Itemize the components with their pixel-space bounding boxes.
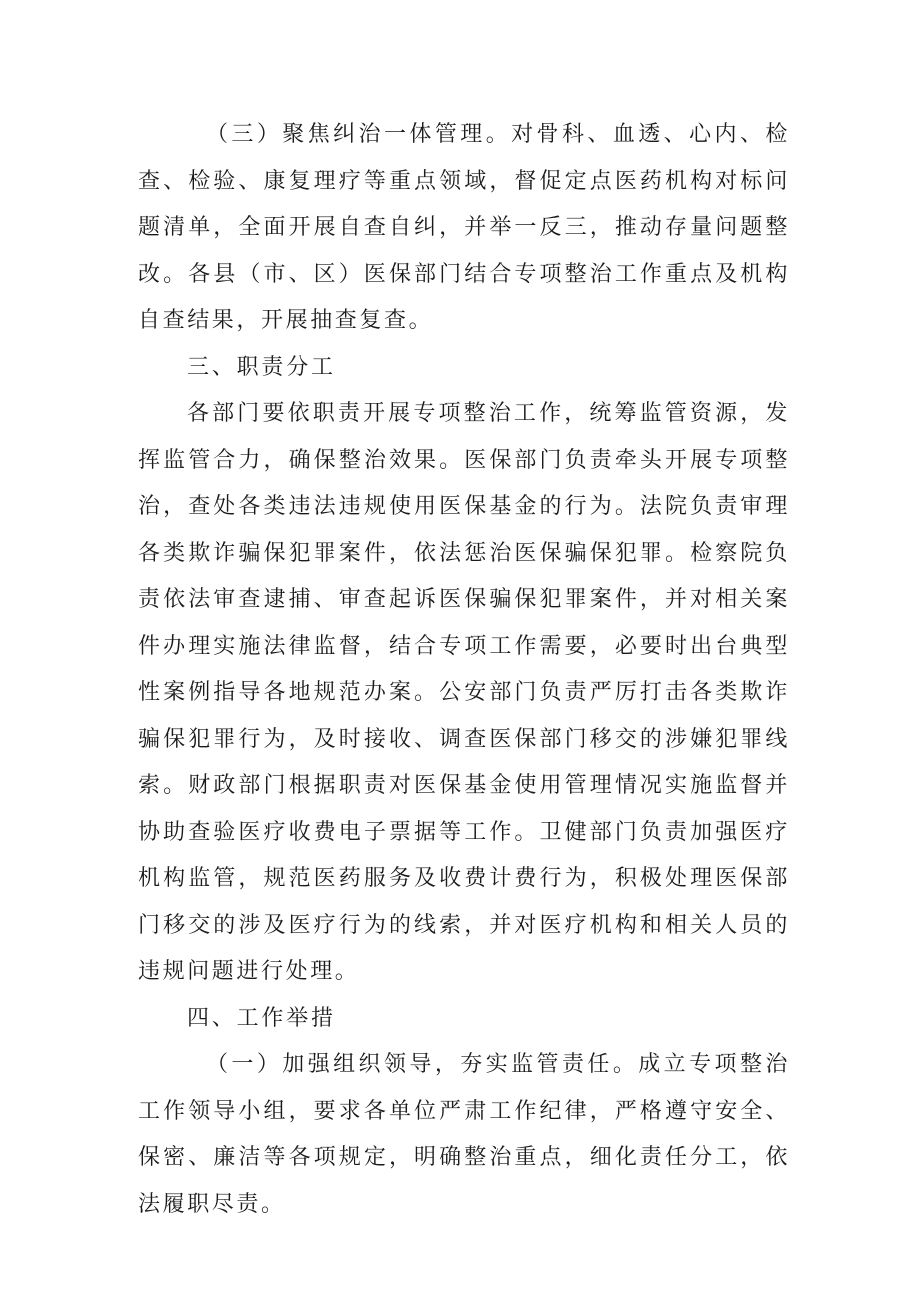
- paragraph-responsibilities: 各部门要依职责开展专项整治工作，统筹监管资源，发挥监管合力，确保整治效果。医保部门负责牵头开展专项整治，查处各类违法违规使用医保基金的行为。法院负责审理各类欺诈骗保犯罪案件，依法惩治医保骗保犯罪。检察院负责依法审查逮捕、审查起诉医保骗保犯罪案件，并对相关案件办理实施法律监督，结合专项工作需要，必要时出台典型性案例指导各地规范办案。公安部门负责严厉打击各类欺诈骗保犯罪行为，及时接收、调查医保部门移交的涉嫌犯罪线索。财政部门根据职责对医保基金使用管理情况实施监督并协助查验医疗收费电子票据等工作。卫健部门负责加强医疗机构监管，规范医药服务及收费计费行为，积极处理医保部门移交的涉及医疗行为的线索，并对医疗机构和相关人员的违规问题进行处理。: [138, 401, 790, 984]
- section-heading-responsibilities: 三、职责分工: [187, 354, 336, 380]
- paragraph-organization-leadership: （一）加强组织领导，夯实监管责任。成立专项整治工作领导小组，要求各单位严肃工作纪律，严格遵守安全、保密、廉洁等各项规定，明确整治重点，细化责任分工，依法履职尽责。: [138, 1052, 790, 1217]
- section-heading-measures: 四、工作举措: [187, 1005, 336, 1031]
- paragraph-focus-rectification: （三）聚焦纠治一体管理。对骨科、血透、心内、检查、检验、康复理疗等重点领域，督促定点医药机构对标问题清单，全面开展自查自纠，并举一反三，推动存量问题整改。各县（市、区）医保部门结合专项整治工作重点及机构自查结果，开展抽查复查。: [138, 122, 790, 333]
- document-body: [138, 112, 790, 1228]
